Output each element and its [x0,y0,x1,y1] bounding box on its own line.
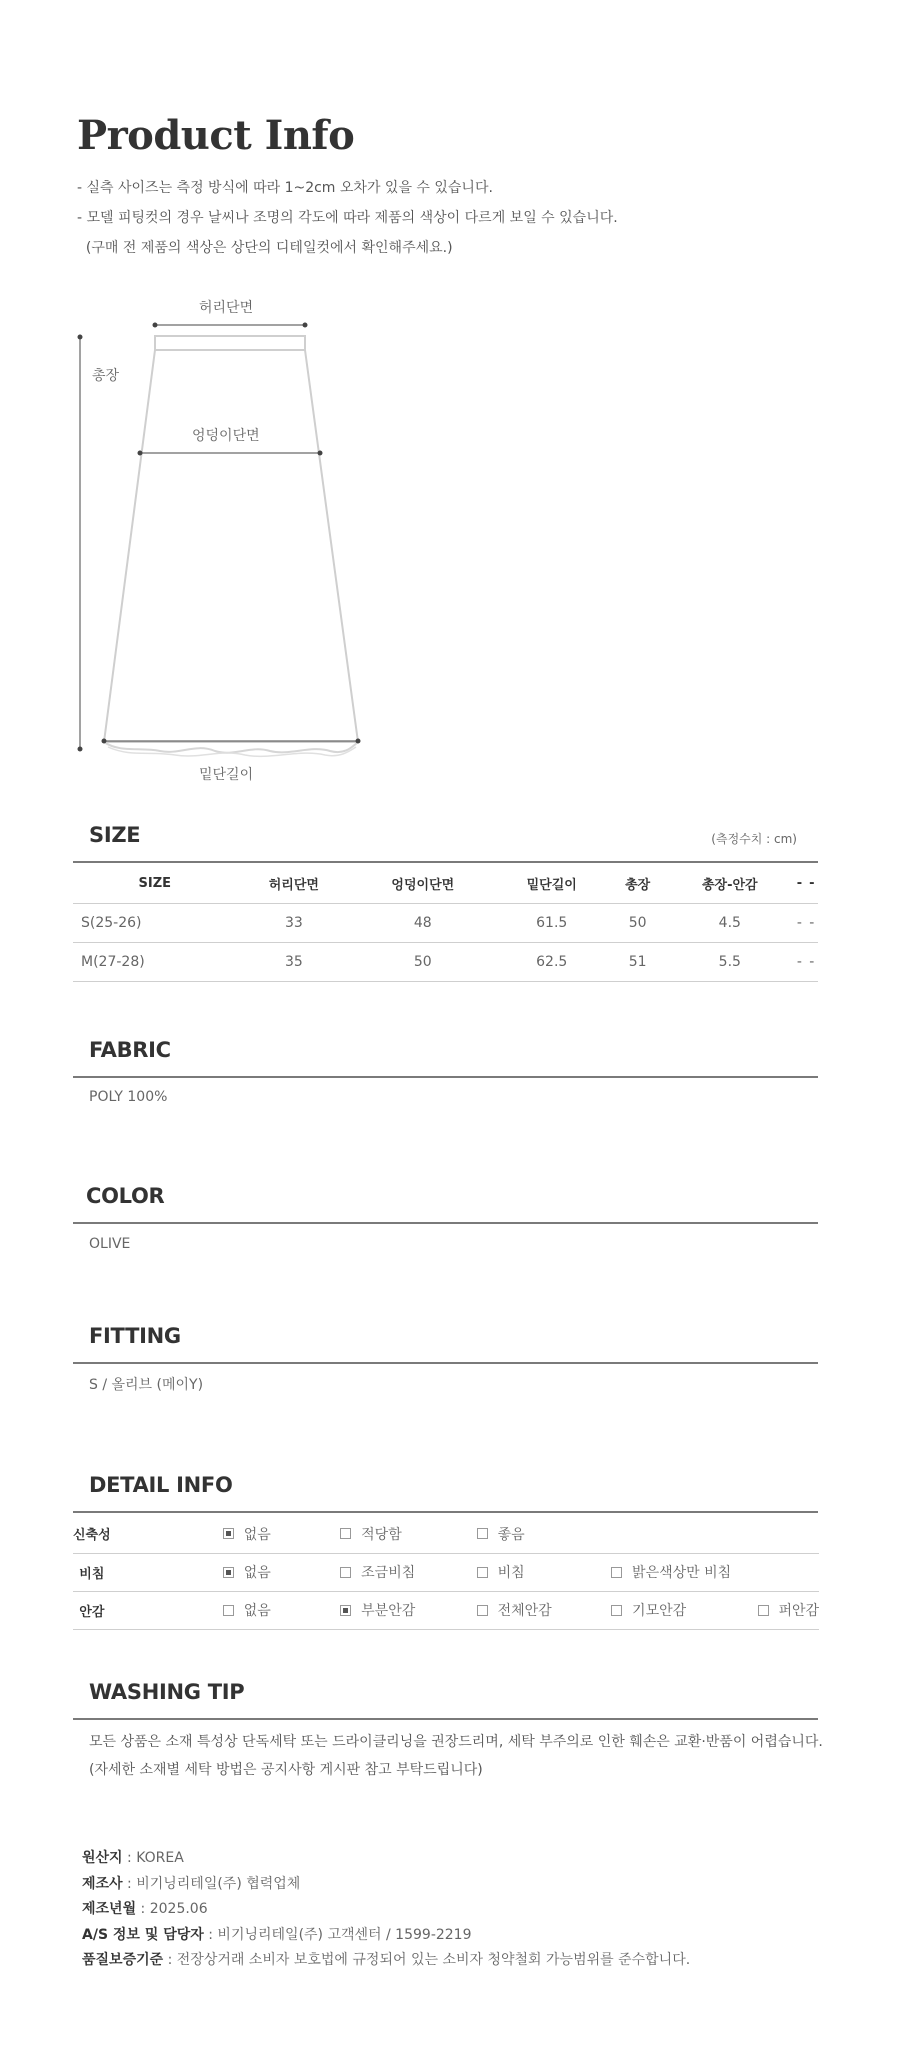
fitting-value: S / 올리브 (메이Y) [89,1377,204,1393]
table-cell: 62.5 [494,942,609,981]
table-header: 엉덩이단면 [351,864,494,903]
page-title: Product Info [77,112,355,159]
checkbox-icon [611,1567,622,1578]
option-good[interactable]: 좋음 [477,1524,525,1544]
table-cell: 35 [237,942,352,981]
table-cell: 50 [609,903,666,942]
meta-as-info: A/S 정보 및 담당자 : 비기닝리테일(주) 고객센터 / 1599-2219 [82,1926,472,1943]
table-header: 허리단면 [237,864,352,903]
washing-text [89,1732,823,1788]
option-none[interactable]: 없음 [223,1562,336,1582]
notice-line: (구매 전 제품의 색상은 상단의 디테일컷에서 확인해주세요.) [77,240,453,256]
checkbox-icon [758,1605,769,1616]
hip-label: 엉덩이단면 [192,428,260,444]
detail-row-sheer [73,1553,819,1591]
meta-manufacturer: 제조사 : 비기닝리테일(주) 협력업체 [82,1875,301,1892]
table-cell: 33 [237,903,352,942]
table-row [73,942,818,981]
table-row [73,903,818,942]
option-fleece-lining[interactable]: 기모안감 [611,1600,753,1620]
detail-divider [73,1511,818,1513]
fabric-section-title: FABRIC [89,1038,171,1062]
detail-row-label: 비침 [73,1553,111,1591]
notice-line: - 실측 사이즈는 측정 방식에 따라 1~2cm 오차가 있을 수 있습니다. [77,180,493,196]
table-header: 밑단길이 [494,864,609,903]
unit-note: (측정수치 : cm) [711,832,797,846]
table-cell: 50 [351,942,494,981]
washing-divider [73,1718,818,1720]
washing-line: (자세한 소재별 세탁 방법은 공지사항 게시판 참고 부탁드립니다) [89,1762,483,1778]
notice-list [77,178,618,268]
detail-section-title: DETAIL INFO [89,1473,233,1497]
color-value: OLIVE [89,1236,131,1252]
skirt-outline-illustration [0,285,420,795]
fitting-divider [73,1362,818,1364]
table-cell: - [793,903,805,942]
detail-row-label: 신축성 [73,1515,111,1553]
table-cell: - [793,942,805,981]
color-divider [73,1222,818,1224]
size-section-title: SIZE [89,823,141,847]
checked-box-icon [223,1567,234,1578]
table-header-row [73,864,818,903]
table-cell: M(27-28) [73,942,237,981]
table-cell: 5.5 [666,942,793,981]
washing-section-title: WASHING TIP [89,1680,245,1704]
table-cell: - [806,903,818,942]
notice-line: - 모델 피팅컷의 경우 날씨나 조명의 각도에 따라 제품의 색상이 다르게 보일 수 있습니다. [77,210,618,226]
meta-date: 제조년월 : 2025.06 [82,1901,208,1917]
table-header: - [793,864,805,903]
option-none[interactable]: 없음 [223,1524,336,1544]
table-cell: - [806,942,818,981]
option-slight[interactable]: 조금비침 [340,1562,472,1582]
table-cell: 51 [609,942,666,981]
washing-line: 모든 상품은 소재 특성상 단독세탁 또는 드라이클리닝을 권장드리며, 세탁 부주의로 인한 훼손은 교환·반품이 어렵습니다. [89,1734,823,1750]
checked-box-icon [340,1605,351,1616]
table-header: 총장 [609,864,666,903]
option-none[interactable]: 없음 [223,1600,336,1620]
checkbox-icon [477,1605,488,1616]
detail-row-label: 안감 [73,1591,111,1629]
checkbox-icon [340,1567,351,1578]
option-sheer[interactable]: 비침 [477,1562,607,1582]
detail-row-lining [73,1591,819,1629]
measurement-diagram [0,285,420,795]
table-cell: 61.5 [494,903,609,942]
checkbox-icon [340,1528,351,1539]
checkbox-icon [611,1605,622,1616]
option-fur-lining[interactable]: 퍼안감 [758,1600,820,1620]
hem-label: 밑단길이 [199,767,254,783]
detail-table [73,1515,819,1630]
waist-label: 허리단면 [199,300,254,316]
table-header: 총장-안감 [666,864,793,903]
detail-row-stretch [73,1515,819,1553]
fitting-section-title: FITTING [89,1324,181,1348]
meta-quality: 품질보증기준 : 전장상거래 소비자 보호법에 규정되어 있는 소비자 청약철회 가능범위를 준수합니다. [82,1952,691,1968]
option-partial-lining[interactable]: 부분안감 [340,1600,472,1620]
length-label: 총장 [92,368,120,384]
checked-box-icon [223,1528,234,1539]
color-section-title: COLOR [86,1184,165,1208]
checkbox-icon [477,1528,488,1539]
option-full-lining[interactable]: 전체안감 [477,1600,607,1620]
table-cell: 4.5 [666,903,793,942]
fabric-divider [73,1076,818,1078]
option-moderate[interactable]: 적당함 [340,1524,472,1544]
size-divider [73,861,818,863]
table-cell: 48 [351,903,494,942]
table-header: SIZE [73,864,237,903]
size-table [73,864,818,982]
table-header: - [806,864,818,903]
meta-origin: 원산지 : KOREA [82,1850,184,1866]
checkbox-icon [223,1605,234,1616]
option-light-colors-only[interactable]: 밝은색상만 비침 [611,1562,731,1582]
table-cell: S(25-26) [73,903,237,942]
product-meta [82,1848,690,1976]
fabric-value: POLY 100% [89,1089,168,1105]
checkbox-icon [477,1567,488,1578]
